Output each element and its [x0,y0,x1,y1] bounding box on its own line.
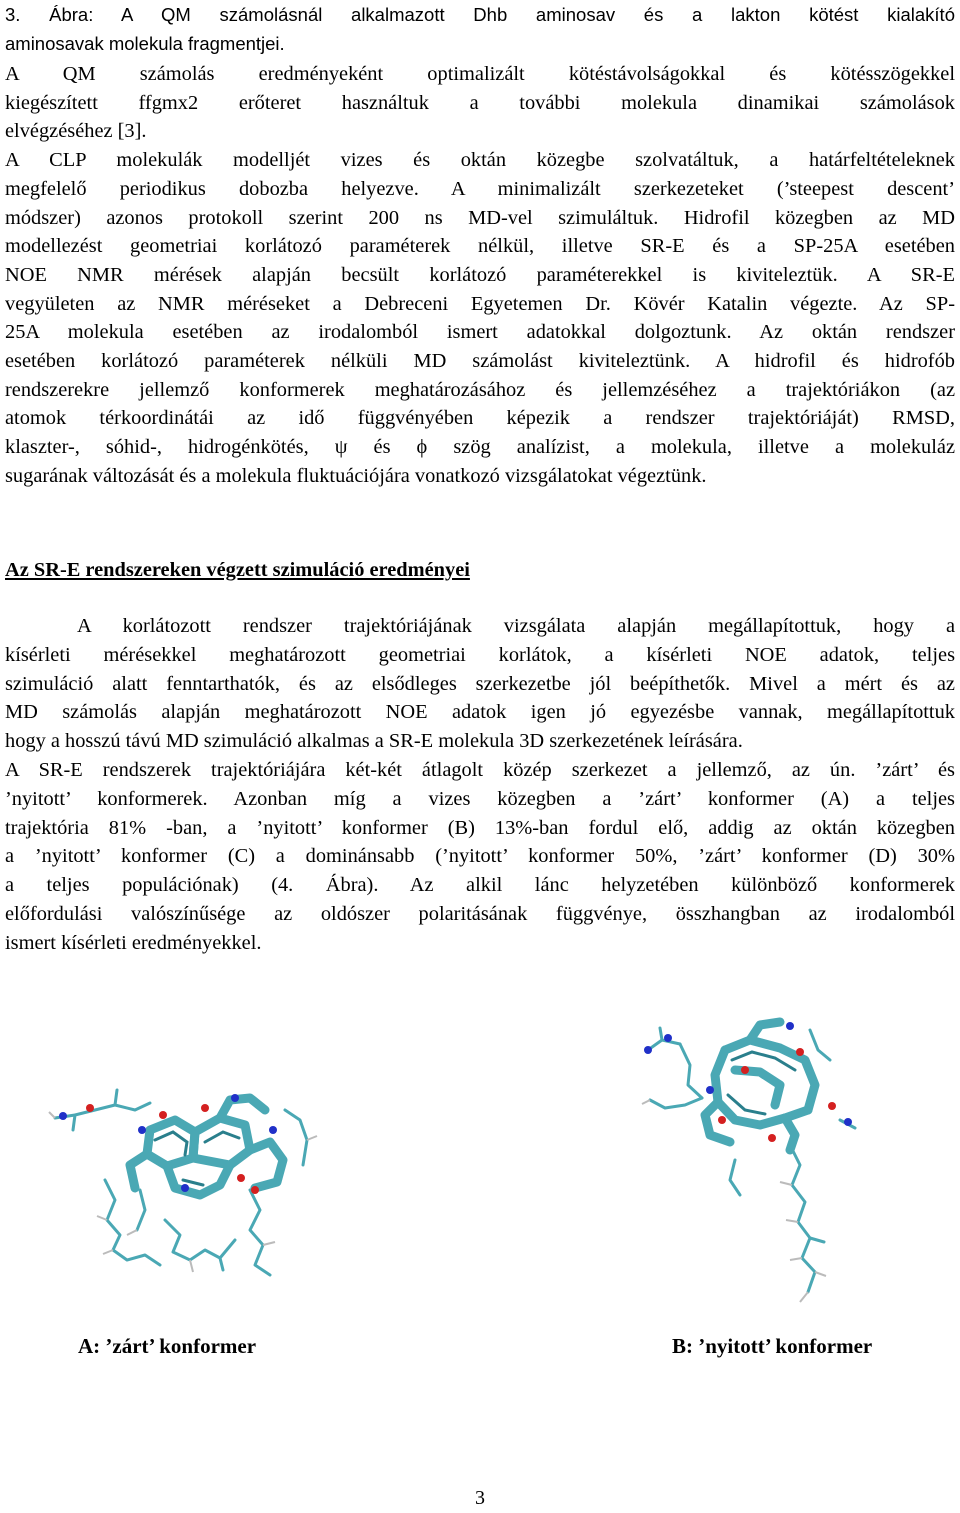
text-line: hogy a hosszú távú MD szimuláció alkalmas a SR-E molekula 3D szerkezetének leírására. [5,730,743,753]
text-line: megfelelő periodikus dobozba helyezve. A minimalizált szerkezeteket (’steepest descent’ [5,177,955,200]
text-line: A SR-E rendszerek trajektóriájára két-két átlagolt közép szerkezet a jellemző, az ún. ’zárt’ és [5,758,955,781]
text-line: kiegészített ffgmx2 erőteret használtuk a további molekula dinamikai számolások [5,91,955,114]
text-line: rendszerekre jellemző konformerek meghatározásához és jellemzéséhez a trajektóriákon (az [5,378,955,401]
text-line: kísérleti mérésekkel meghatározott geometriai korlátok, a kísérleti NOE adatok, teljes [5,643,955,666]
text-line: a teljes populációnak) (4. Ábra). Az alkil lánc helyzetében különböző konformerek [5,874,955,897]
section-heading: Az SR-E rendszereken végzett szimuláció eredményei [5,559,470,581]
results-section [5,612,955,958]
methods-paragraph-2 [5,146,955,490]
text-line: elvégzéséhez [3]. [5,120,147,143]
text-line: A CLP molekulák modelljét vizes és oktán közegbe szolvatáltuk, a határfeltételeknek [5,149,955,172]
panel-a-label: A: ’zárt’ konformer [78,1334,257,1358]
text-line: trajektória 81% -ban, a ’nyitott’ konformer (B) 13%-ban fordul elő, addig az oktán közegben [5,816,955,839]
text-line: A QM számolás eredményeként optimalizált kötéstávolságokkal és kötésszögekkel [5,63,955,85]
text-line: MD számolás alapján meghatározott NOE adatok igen jó egyezésbe vannak, megállapítottuk [5,701,955,724]
methods-paragraph-1 [5,60,955,146]
panel-b-label: B: ’nyitott’ konformer [672,1334,873,1358]
text-line: NOE NMR mérések alapján becsült korlátozó paraméterekkel is kiviteleztük. A SR-E [5,263,955,286]
text-line: esetében korlátozó paraméterek nélküli MD számolást kiviteleztünk. A hidrofil és hidrofób [5,350,955,373]
text-line: 25A molekula esetében az irodalomból ismert adatokkal dolgoztunk. Az oktán rendszer [5,321,955,344]
closed-conformer-molecule-image [45,1070,325,1280]
caption-line: 3. Ábra: A QM számolásnál alkalmazott Dhb aminosav és a lakton kötést kialakító [5,4,955,25]
figure-3-caption [5,0,955,58]
results-paragraph-2 [5,756,955,958]
text-line: klaszter-, sóhid-, hidrogénkötés, ψ és ϕ szög analízist, a molekula, illetve a molekuláz [5,436,955,459]
text-line: ’nyitott’ konformerek. Azonban míg a vizes közegben a ’zárt’ konformer (A) a teljes [5,787,955,810]
text-line: sugarának változását és a molekula fluktuációjára vonatkozó vizsgálatokat végeztünk. [5,464,707,487]
methods-section [5,60,955,491]
text-line: előfordulási valószínűsége az oldószer polaritásának függvénye, összhangban az irodalomból [5,902,955,925]
text-line: módszer) azonos protokoll szerint 200 ns MD-vel szimuláltuk. Hidrofil közegben az MD [5,206,955,229]
text-line: vegyületen az NMR méréseket a Debreceni Egyetemen Dr. Kövér Katalin végezte. Az SP- [5,292,955,315]
text-line: atomok térkoordinátái az idő függvényében képezik a rendszer trajektóriáját) RMSD, [5,407,955,430]
caption-line: aminosavak molekula fragmentjei. [5,33,285,54]
results-paragraph-1 [5,612,955,756]
text-line: A korlátozott rendszer trajektóriájának vizsgálata alapján megállapítottuk, hogy a [77,615,955,637]
text-line: ismert kísérleti eredményekkel. [5,931,262,954]
open-conformer-molecule-image [640,1010,880,1310]
text-line: modellezést geometriai korlátozó paraméterek nélkül, illetve SR-E és a SP-25A esetében [5,235,955,258]
text-line: a ’nyitott’ konformer (C) a dominánsabb (’nyitott’ konformer 50%, ’zárt’ konformer (D) 30% [5,845,955,868]
text-line: szimuláció alatt fenntarthatók, és az elsődleges szerkezetbe jól beépíthetők. Mivel a mért és az [5,672,955,695]
page-number: 3 [475,1487,485,1509]
